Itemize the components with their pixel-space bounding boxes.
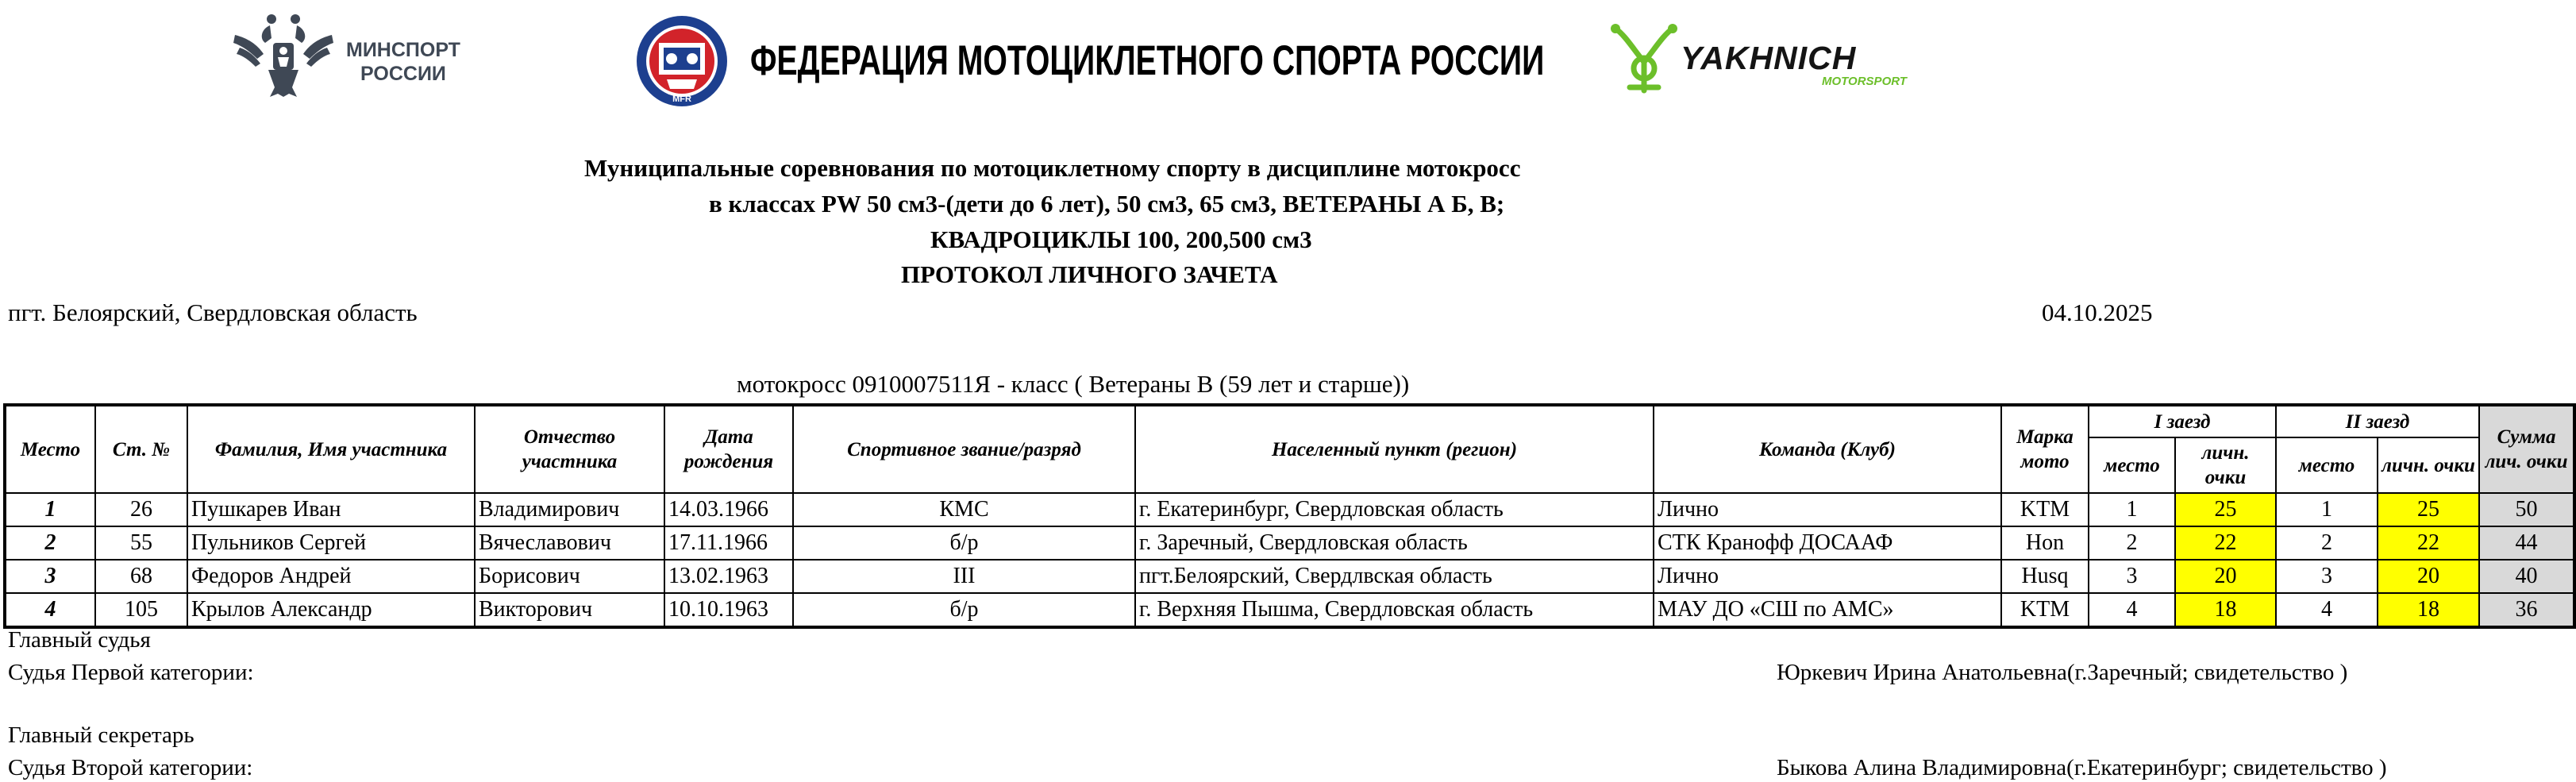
cell-city: пгт.Белоярский, Свердлвская область xyxy=(1135,560,1654,593)
cell-team: СТК Кранофф ДОСААФ xyxy=(1654,526,2001,560)
cell-race-2-place: 2 xyxy=(2276,526,2378,560)
header-race-2-place: место xyxy=(2276,437,2378,493)
cell-start-no: 68 xyxy=(95,560,187,593)
cell-moto: KTM xyxy=(2001,593,2089,627)
cell-team: Лично xyxy=(1654,560,2001,593)
cell-race-2-points: 22 xyxy=(2378,526,2479,560)
cell-city: г. Екатеринбург, Свердловская область xyxy=(1135,493,1654,526)
header-patronymic: Отчество участника xyxy=(475,405,664,493)
header-race-1-place: место xyxy=(2089,437,2175,493)
competition-quads: КВАДРОЦИКЛЫ 100, 200,500 см3 xyxy=(930,225,1312,253)
cell-race-1-place: 1 xyxy=(2089,493,2175,526)
cell-name: Крылов Александр xyxy=(187,593,475,627)
mfr-label: MFR xyxy=(672,94,691,104)
judge-cat2-name: Быкова Алина Владимировна(г.Екатеринбург; свидетельство ) xyxy=(1777,755,2387,780)
cell-race-1-place: 2 xyxy=(2089,526,2175,560)
cell-city: г. Заречный, Свердловская область xyxy=(1135,526,1654,560)
results-table xyxy=(3,403,2576,629)
header-race-1-points: личн. очки xyxy=(2175,437,2276,493)
cell-race-1-place: 3 xyxy=(2089,560,2175,593)
cell-sum: 44 xyxy=(2479,526,2574,560)
class-title: мотокросс 0910007511Я - класс ( Ветераны В (59 лет и старше)) xyxy=(737,370,1410,398)
table-row xyxy=(5,526,2574,560)
cell-race-2-place: 3 xyxy=(2276,560,2378,593)
cell-start-no: 26 xyxy=(95,493,187,526)
event-location: пгт. Белоярский, Свердловская область xyxy=(8,299,418,326)
protocol-title: ПРОТОКОЛ ЛИЧНОГО ЗАЧЕТА xyxy=(901,260,1278,288)
judge-cat1-label: Судья Первой категории: xyxy=(8,660,254,685)
cell-birth: 14.03.1966 xyxy=(664,493,793,526)
header-rank: Спортивное звание/разряд xyxy=(793,405,1135,493)
cell-team: Лично xyxy=(1654,493,2001,526)
cell-place: 1 xyxy=(5,493,95,526)
cell-moto: Husq xyxy=(2001,560,2089,593)
cell-patronymic: Викторович xyxy=(475,593,664,627)
cell-name: Пушкарев Иван xyxy=(187,493,475,526)
header-race-2: II заезд xyxy=(2276,405,2479,437)
header-sum: Сумма лич. очки xyxy=(2479,405,2574,493)
competition-classes: в классах PW 50 см3-(дети до 6 лет), 50 см3, 65 см3, ВЕТЕРАНЫ А Б, В; xyxy=(709,190,1505,218)
cell-name: Федоров Андрей xyxy=(187,560,475,593)
mfr-logo xyxy=(635,14,729,108)
event-date: 04.10.2025 xyxy=(2042,299,2153,326)
chief-secretary-label: Главный секретарь xyxy=(8,722,194,748)
cell-moto: Hon xyxy=(2001,526,2089,560)
header-team: Команда (Клуб) xyxy=(1654,405,2001,493)
cell-place: 2 xyxy=(5,526,95,560)
table-row xyxy=(5,560,2574,593)
cell-sum: 40 xyxy=(2479,560,2574,593)
chief-judge-label: Главный судья xyxy=(8,627,151,653)
cell-race-2-place: 1 xyxy=(2276,493,2378,526)
minsport-name xyxy=(346,38,460,86)
cell-race-2-points: 18 xyxy=(2378,593,2479,627)
cell-city: г. Верхняя Пышма, Свердловская область xyxy=(1135,593,1654,627)
yakhnich-name: YAKHNICH xyxy=(1681,40,1857,76)
cell-birth: 17.11.1966 xyxy=(664,526,793,560)
minsport-logo xyxy=(230,11,468,98)
cell-sum: 50 xyxy=(2479,493,2574,526)
table-row xyxy=(5,593,2574,627)
cell-rank: б/р xyxy=(793,526,1135,560)
header-race-1: I заезд xyxy=(2089,405,2276,437)
cell-race-2-points: 20 xyxy=(2378,560,2479,593)
cell-race-2-points: 25 xyxy=(2378,493,2479,526)
yakhnich-subtitle: MOTORSPORT xyxy=(1822,75,1907,88)
minsport-line-1: МИНСПОРТ xyxy=(346,39,460,61)
cell-race-2-place: 4 xyxy=(2276,593,2378,627)
cell-place: 4 xyxy=(5,593,95,627)
table-row xyxy=(5,493,2574,526)
cell-race-1-points: 18 xyxy=(2175,593,2276,627)
cell-sum: 36 xyxy=(2479,593,2574,627)
cell-place: 3 xyxy=(5,560,95,593)
yakhnich-logo xyxy=(1608,22,1941,98)
cell-rank: КМС xyxy=(793,493,1135,526)
double-headed-eagle-icon xyxy=(230,11,341,98)
mfr-label-ring xyxy=(635,14,729,108)
cell-moto: KTM xyxy=(2001,493,2089,526)
cell-rank: б/р xyxy=(793,593,1135,627)
header-city: Населенный пункт (регион) xyxy=(1135,405,1654,493)
cell-name: Пульников Сергей xyxy=(187,526,475,560)
cell-patronymic: Владимирович xyxy=(475,493,664,526)
cell-start-no: 105 xyxy=(95,593,187,627)
cell-race-1-points: 22 xyxy=(2175,526,2276,560)
header-moto: Марка мото xyxy=(2001,405,2089,493)
cell-race-1-points: 20 xyxy=(2175,560,2276,593)
header-birth: Дата рождения xyxy=(664,405,793,493)
header-race-2-points: личн. очки xyxy=(2378,437,2479,493)
yakhnich-emblem-icon xyxy=(1608,22,1681,98)
header-name: Фамилия, Имя участника xyxy=(187,405,475,493)
cell-patronymic: Борисович xyxy=(475,560,664,593)
table-header-row xyxy=(5,405,2574,437)
header-start-no: Ст. № xyxy=(95,405,187,493)
cell-start-no: 55 xyxy=(95,526,187,560)
judge-cat2-label: Судья Второй категории: xyxy=(8,755,253,780)
cell-birth: 10.10.1963 xyxy=(664,593,793,627)
federation-title: ФЕДЕРАЦИЯ МОТОЦИКЛЕТНОГО СПОРТА РОССИИ xyxy=(750,37,1545,84)
cell-rank: III xyxy=(793,560,1135,593)
header-place: Место xyxy=(5,405,95,493)
competition-title: Муниципальные соревнования по мотоциклетному спорту в дисциплине мотокросс xyxy=(584,154,1521,182)
cell-team: МАУ ДО «СШ по АМС» xyxy=(1654,593,2001,627)
cell-race-1-points: 25 xyxy=(2175,493,2276,526)
cell-birth: 13.02.1963 xyxy=(664,560,793,593)
minsport-line-2: РОССИИ xyxy=(360,63,446,85)
cell-patronymic: Вячеславович xyxy=(475,526,664,560)
cell-race-1-place: 4 xyxy=(2089,593,2175,627)
judge-cat1-name: Юркевич Ирина Анатольевна(г.Заречный; свидетельство ) xyxy=(1777,660,2348,685)
